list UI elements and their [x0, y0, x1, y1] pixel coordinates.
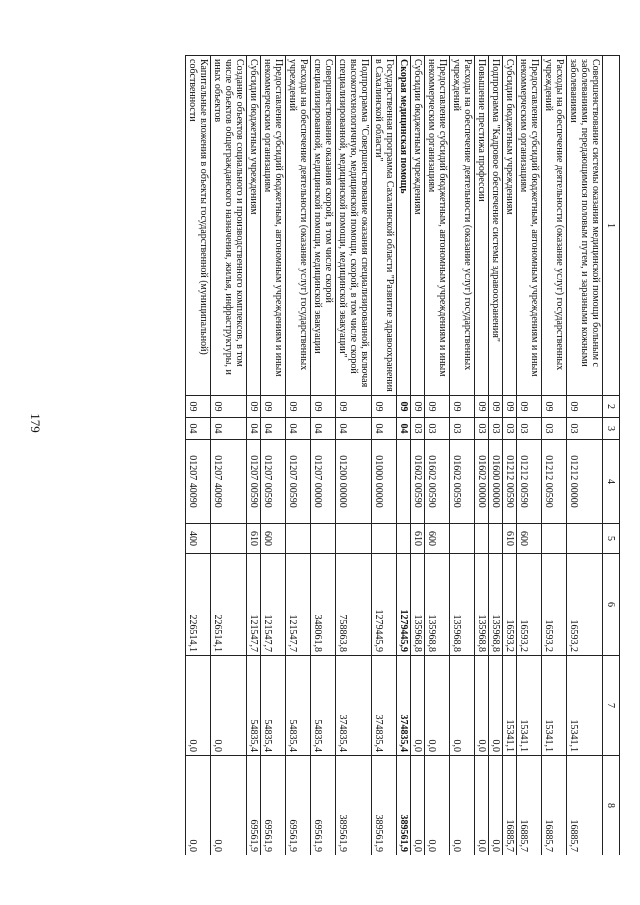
- expense-type-code: 610: [503, 524, 517, 554]
- amount-col-6: 121547,7: [247, 554, 261, 656]
- target-article-code: 01207 00590: [261, 440, 286, 524]
- expense-type-code: [475, 524, 489, 554]
- section-code: 09: [411, 396, 425, 418]
- expense-type-code: 400: [186, 524, 211, 554]
- row-name: Подпрограмма "Кадровое обеспечение системы здравоохранения": [489, 56, 503, 396]
- amount-col-8: 0,0: [450, 756, 475, 856]
- target-article-code: 01000 00000: [372, 440, 397, 524]
- target-article-code: 01212 00000: [567, 440, 603, 524]
- amount-col-6: 1279445,9: [397, 554, 411, 656]
- section-code: 09: [567, 396, 603, 418]
- table-row: [372, 56, 397, 856]
- amount-col-7: 0,0: [489, 656, 503, 756]
- section-code: 09: [372, 396, 397, 418]
- rotated-page: [60, 55, 620, 855]
- amount-col-7: 0,0: [450, 656, 475, 756]
- expense-type-code: 610: [247, 524, 261, 554]
- amount-col-8: 0,0: [186, 756, 211, 856]
- subsection-code: 03: [517, 418, 542, 440]
- header-cell: 3: [603, 418, 620, 440]
- amount-col-6: 135968,8: [450, 554, 475, 656]
- row-name: Предоставление субсидий бюджетным, автономным учреждениям и иным некоммерческим организациям: [261, 56, 286, 396]
- target-article-code: 01602 00590: [411, 440, 425, 524]
- subsection-code: 04: [211, 418, 247, 440]
- row-name: Государственная программа Сахалинской области "Развитие здравоохранения в Сахалинской области": [372, 56, 397, 396]
- table-row: [411, 56, 425, 856]
- row-name: Субсидии бюджетным учреждениям: [247, 56, 261, 396]
- amount-col-8: 69561,9: [311, 756, 336, 856]
- subsection-code: 03: [489, 418, 503, 440]
- row-name: Капитальные вложения в объекты государственной (муниципальной) собственности: [186, 56, 211, 396]
- row-name: Субсидии бюджетным учреждениям: [411, 56, 425, 396]
- table-row: [475, 56, 489, 856]
- section-code: 09: [475, 396, 489, 418]
- section-code: 09: [503, 396, 517, 418]
- row-name: Скорая медицинская помощь: [397, 56, 411, 396]
- amount-col-6: 135968,8: [475, 554, 489, 656]
- target-article-code: 01600 00000: [489, 440, 503, 524]
- amount-col-8: 0,0: [425, 756, 450, 856]
- amount-col-6: 135968,8: [411, 554, 425, 656]
- expense-type-code: [372, 524, 397, 554]
- amount-col-8: 389561,9: [336, 756, 372, 856]
- header-cell: 1: [603, 56, 620, 396]
- table-row: [517, 56, 542, 856]
- amount-col-8: 16885,7: [517, 756, 542, 856]
- amount-col-7: 374835,4: [372, 656, 397, 756]
- target-article-code: 01207 40090: [211, 440, 247, 524]
- expense-type-code: [311, 524, 336, 554]
- subsection-code: 03: [425, 418, 450, 440]
- expense-type-code: 600: [261, 524, 286, 554]
- amount-col-7: 374835,4: [336, 656, 372, 756]
- amount-col-8: 0,0: [411, 756, 425, 856]
- amount-col-6: 16593,2: [542, 554, 567, 656]
- amount-col-6: 226514,1: [186, 554, 211, 656]
- amount-col-6: 135968,8: [425, 554, 450, 656]
- header-cell: 4: [603, 440, 620, 524]
- amount-col-6: 348061,8: [311, 554, 336, 656]
- row-name: Расходы на обеспечение деятельности (оказание услуг) государственных учреждений: [542, 56, 567, 396]
- expense-type-code: [567, 524, 603, 554]
- table-row: [425, 56, 450, 856]
- row-name: Расходы на обеспечение деятельности (оказание услуг) государственных учреждений: [450, 56, 475, 396]
- amount-col-8: 16885,7: [542, 756, 567, 856]
- amount-col-8: 16885,7: [503, 756, 517, 856]
- amount-col-7: 0,0: [186, 656, 211, 756]
- header-cell: 5: [603, 524, 620, 554]
- table-row: [336, 56, 372, 856]
- target-article-code: 01207 00590: [247, 440, 261, 524]
- amount-col-8: 0,0: [489, 756, 503, 856]
- target-article-code: 01602 00590: [425, 440, 450, 524]
- section-code: 09: [425, 396, 450, 418]
- target-article-code: 01602 00000: [475, 440, 489, 524]
- header-cell: 6: [603, 554, 620, 656]
- section-code: 09: [286, 396, 311, 418]
- header-cell: 8: [603, 756, 620, 856]
- amount-col-7: 0,0: [475, 656, 489, 756]
- target-article-code: 01200 00000: [336, 440, 372, 524]
- expense-type-code: [336, 524, 372, 554]
- amount-col-7: 15341,1: [542, 656, 567, 756]
- subsection-code: 03: [450, 418, 475, 440]
- subsection-code: 04: [261, 418, 286, 440]
- row-name: Совершенствование системы оказания медицинской помощи больным с заболеваниями, передающимися половым путем, и заразными кожными заболеваниями: [567, 56, 603, 396]
- target-article-code: 01207 00000: [311, 440, 336, 524]
- subsection-code: 04: [336, 418, 372, 440]
- expense-type-code: [211, 524, 247, 554]
- amount-col-7: 54835,4: [247, 656, 261, 756]
- amount-col-6: 135968,8: [489, 554, 503, 656]
- table-row: [211, 56, 247, 856]
- amount-col-6: 121547,7: [286, 554, 311, 656]
- table-row: [542, 56, 567, 856]
- amount-col-6: 226514,1: [211, 554, 247, 656]
- expense-type-code: [397, 524, 411, 554]
- target-article-code: 01602 00590: [450, 440, 475, 524]
- section-code: 09: [336, 396, 372, 418]
- section-code: 09: [261, 396, 286, 418]
- subsection-code: 03: [542, 418, 567, 440]
- table-row: [247, 56, 261, 856]
- subsection-code: 04: [372, 418, 397, 440]
- table-row: [397, 56, 411, 856]
- amount-col-7: 54835,4: [286, 656, 311, 756]
- subsection-code: 03: [475, 418, 489, 440]
- section-code: 09: [186, 396, 211, 418]
- section-code: 09: [517, 396, 542, 418]
- subsection-code: 04: [286, 418, 311, 440]
- amount-col-7: 0,0: [211, 656, 247, 756]
- subsection-code: 04: [247, 418, 261, 440]
- target-article-code: 01212 00590: [542, 440, 567, 524]
- amount-col-6: 121547,7: [261, 554, 286, 656]
- subsection-code: 03: [411, 418, 425, 440]
- header-row: [603, 56, 620, 856]
- amount-col-8: 0,0: [211, 756, 247, 856]
- section-code: 09: [211, 396, 247, 418]
- amount-col-7: 0,0: [411, 656, 425, 756]
- amount-col-7: 15341,1: [503, 656, 517, 756]
- amount-col-7: 54835,4: [261, 656, 286, 756]
- table-row: [311, 56, 336, 856]
- row-name: Подпрограмма "Совершенствование оказания специализированной, включая высокотехнологичную, медицинской помощи, скорой, в том числе скорой специализированной, медицинской помощи, медицинской эвакуации": [336, 56, 372, 396]
- subsection-code: 03: [567, 418, 603, 440]
- row-name: Предоставление субсидий бюджетным, автономным учреждениям и иным некоммерческим организациям: [425, 56, 450, 396]
- amount-col-6: 758863,8: [336, 554, 372, 656]
- section-code: 09: [489, 396, 503, 418]
- expense-type-code: [489, 524, 503, 554]
- amount-col-8: 69561,9: [286, 756, 311, 856]
- amount-col-7: 0,0: [425, 656, 450, 756]
- amount-col-6: 16593,2: [517, 554, 542, 656]
- row-name: Предоставление субсидий бюджетным, автономным учреждениям и иным некоммерческим организациям: [517, 56, 542, 396]
- amount-col-6: 16593,2: [567, 554, 603, 656]
- amount-col-7: 54835,4: [311, 656, 336, 756]
- section-code: 09: [311, 396, 336, 418]
- table-row: [261, 56, 286, 856]
- amount-col-6: 16593,2: [503, 554, 517, 656]
- amount-col-8: 389561,9: [372, 756, 397, 856]
- amount-col-7: 374835,4: [397, 656, 411, 756]
- table-row: [567, 56, 603, 856]
- amount-col-6: 1279445,9: [372, 554, 397, 656]
- target-article-code: [397, 440, 411, 524]
- header-cell: 2: [603, 396, 620, 418]
- amount-col-8: 389561,9: [397, 756, 411, 856]
- expense-type-code: [450, 524, 475, 554]
- subsection-code: 04: [186, 418, 211, 440]
- expense-type-code: 610: [411, 524, 425, 554]
- table-viewport: [60, 55, 620, 855]
- target-article-code: 01212 00590: [503, 440, 517, 524]
- target-article-code: 01212 00590: [517, 440, 542, 524]
- section-code: 09: [450, 396, 475, 418]
- table-row: [286, 56, 311, 856]
- amount-col-7: 15341,1: [517, 656, 542, 756]
- row-name: Создание объектов социального и производственного комплексов, в том числе объектов общегражданского назначения, жилья, инфраструктуры, и иных объектов: [211, 56, 247, 396]
- target-article-code: 01207 40090: [186, 440, 211, 524]
- section-code: 09: [397, 396, 411, 418]
- row-name: Повышение престижа профессии: [475, 56, 489, 396]
- subsection-code: 03: [503, 418, 517, 440]
- subsection-code: 04: [397, 418, 411, 440]
- row-name: Совершенствование оказания скорой, в том числе скорой специализированной, медицинской помощи, медицинской эвакуации: [311, 56, 336, 396]
- row-name: Расходы на обеспечение деятельности (оказание услуг) государственных учреждений: [286, 56, 311, 396]
- table-row: [450, 56, 475, 856]
- row-name: Субсидии бюджетным учреждениям: [503, 56, 517, 396]
- budget-table: [185, 55, 620, 855]
- table-row: [489, 56, 503, 856]
- amount-col-7: 15341,1: [567, 656, 603, 756]
- table-row: [503, 56, 517, 856]
- amount-col-8: 16885,7: [567, 756, 603, 856]
- amount-col-8: 69561,9: [261, 756, 286, 856]
- amount-col-8: 69561,9: [247, 756, 261, 856]
- target-article-code: 01207 00590: [286, 440, 311, 524]
- subsection-code: 04: [311, 418, 336, 440]
- expense-type-code: [542, 524, 567, 554]
- table-row: [186, 56, 211, 856]
- expense-type-code: 600: [517, 524, 542, 554]
- amount-col-8: 0,0: [475, 756, 489, 856]
- section-code: 09: [542, 396, 567, 418]
- section-code: 09: [247, 396, 261, 418]
- expense-type-code: [286, 524, 311, 554]
- expense-type-code: 600: [425, 524, 450, 554]
- header-cell: 7: [603, 656, 620, 756]
- page-number: 179: [28, 413, 43, 433]
